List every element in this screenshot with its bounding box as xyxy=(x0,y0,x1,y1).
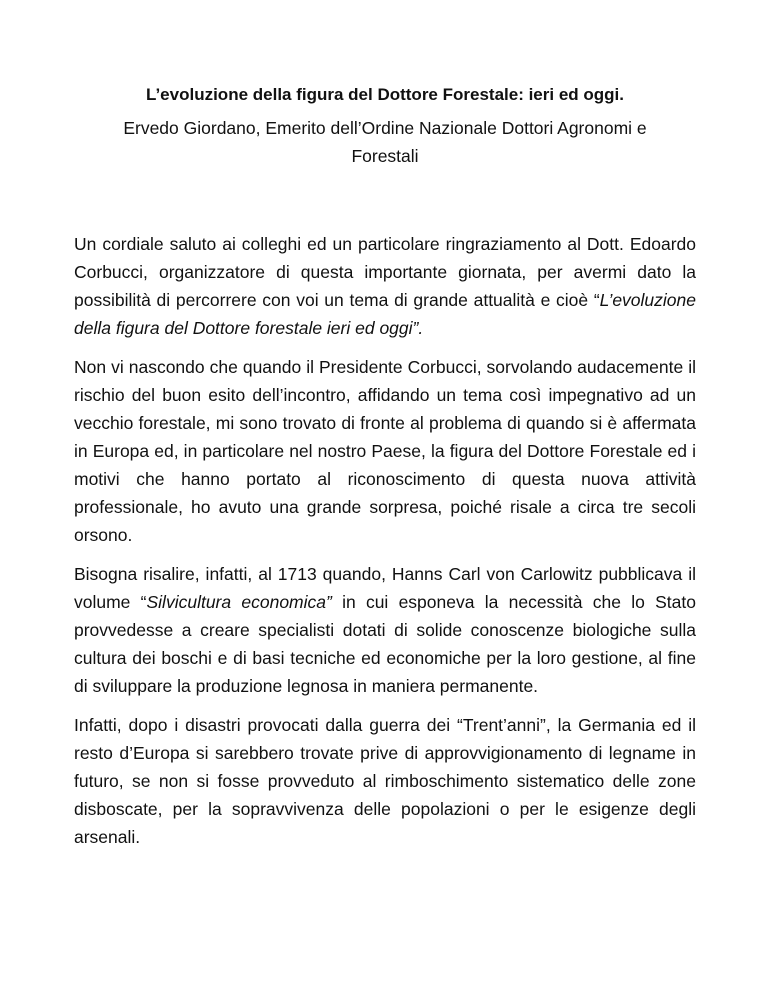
paragraph-3 xyxy=(74,560,696,700)
author-line: Ervedo Giordano, Emerito dell’Ordine Nazionale Dottori Agronomi e Forestali xyxy=(123,118,647,166)
paragraph-3-text: Bisogna risalire, infatti, al 1713 quando, Hanns Carl von Carlowitz pubblicava il volume “ xyxy=(74,564,696,612)
paragraph-4: Infatti, dopo i disastri provocati dalla guerra dei “Trent’anni”, la Germania ed il resto d’Europa si sarebbero trovate prive di approvvigionamento di legname in futuro, se non si fosse provveduto al rimboschimento sistematico delle zone disboscate, per la sopravvivenza delle popolazioni o per le esigenze degli arsenali. xyxy=(74,715,696,847)
document-title: L’evoluzione della figura del Dottore Forestale: ieri ed oggi. xyxy=(146,85,624,104)
paragraph-2: Non vi nascondo che quando il Presidente Corbucci, sorvolando audacemente il rischio del buon esito dell’incontro, affidando un tema così impegnativo ad un vecchio forestale, mi sono trovato di fronte al problema di quando si è affermata in Europa ed, in particolare nel nostro Paese, la figura del Dottore Forestale ed i motivi che hanno portato al riconoscimento di questa nuova attività professionale, ho avuto una grande sorpresa, poiché risale a circa tre secoli orsono. xyxy=(74,357,696,545)
paragraph-3-italic: Silvicultura economica” xyxy=(146,592,332,612)
paragraph-3-tail: in cui esponeva la necessità che lo Stato provvedesse a creare specialisti dotati di solide conoscenze biologiche sulla cultura dei boschi e di basi tecniche ed economiche per la loro gestione, al fine di sviluppare la produzione legnosa in maniera permanente. xyxy=(74,592,696,696)
paragraph-1 xyxy=(74,230,696,342)
paragraph-1-italic: L’evoluzione della figura del Dottore forestale ieri ed oggi”. xyxy=(74,290,696,338)
paragraph-1-text: Un cordiale saluto ai colleghi ed un particolare ringraziamento al Dott. Edoardo Corbucci, organizzatore di questa importante giornata, per avermi dato la possibilità di percorrere con voi un tema di grande attualità e cioè “ xyxy=(74,234,696,310)
